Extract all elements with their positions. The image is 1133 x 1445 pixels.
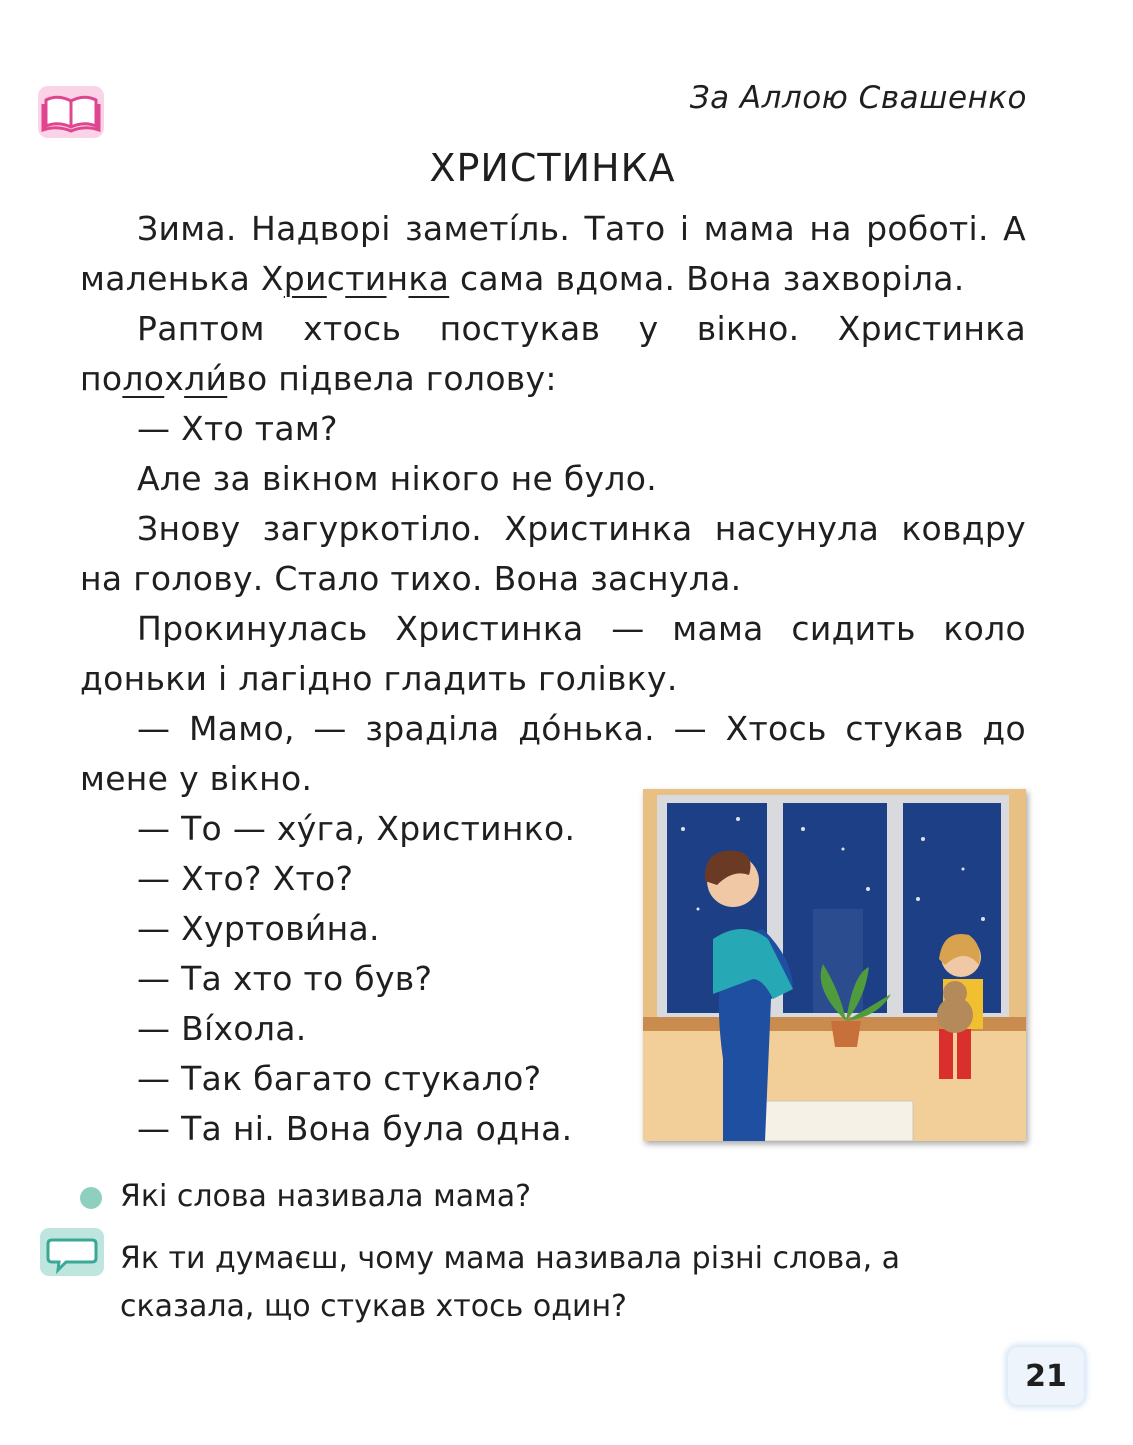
- open-book-icon: [38, 86, 104, 138]
- paragraph: — Мамо, — зраділа до́нька. — Хтось стукав до мене у вікно.: [80, 709, 1026, 798]
- paragraph: Зима. Надворі заметі́ль. Тато і мама на роботі. А маленька Христинка сама вдома. Вона захворіла.: [80, 209, 1026, 298]
- dialog-line: — Та хто то був?: [137, 959, 433, 998]
- paragraph: Прокинулась Христинка — мама сидить коло доньки і лагідно гладить голівку.: [80, 609, 1026, 698]
- bullet-dot-icon: [80, 1187, 102, 1209]
- dialog-line: — Хто там?: [137, 409, 338, 448]
- story-illustration: [643, 789, 1026, 1141]
- dialog-line: — Хто? Хто?: [137, 859, 354, 898]
- story-title: ХРИСТИНКА: [429, 146, 676, 190]
- dialog-line: — Хуртови́на.: [137, 909, 380, 948]
- paragraph: Знову загуркотіло. Христинка насунула ковдру на голову. Стало тихо. Вона заснула.: [80, 509, 1026, 598]
- speech-bubble-icon: [40, 1228, 104, 1276]
- dialog-line: — Ві́хола.: [137, 1009, 307, 1048]
- paragraph: Але за вікном нікого не було.: [137, 459, 658, 498]
- dialog-line: — Так багато стукало?: [137, 1059, 542, 1098]
- dialog-line: — То — ху́га, Христинко.: [137, 809, 576, 848]
- question-2: Як ти думаєш, чому мама називала різні слова, а сказала, що стукав хтось один?: [120, 1241, 901, 1324]
- dialog-line: — Та ні. Вона була одна.: [137, 1109, 573, 1148]
- author-credit: За Аллою Свашенко: [689, 80, 1027, 116]
- page-number: 21: [1008, 1347, 1084, 1405]
- paragraph: Раптом хтось постукав у вікно. Христинка полохли́во підвела голову:: [80, 309, 1026, 398]
- question-1: Які слова називала мама?: [120, 1179, 532, 1214]
